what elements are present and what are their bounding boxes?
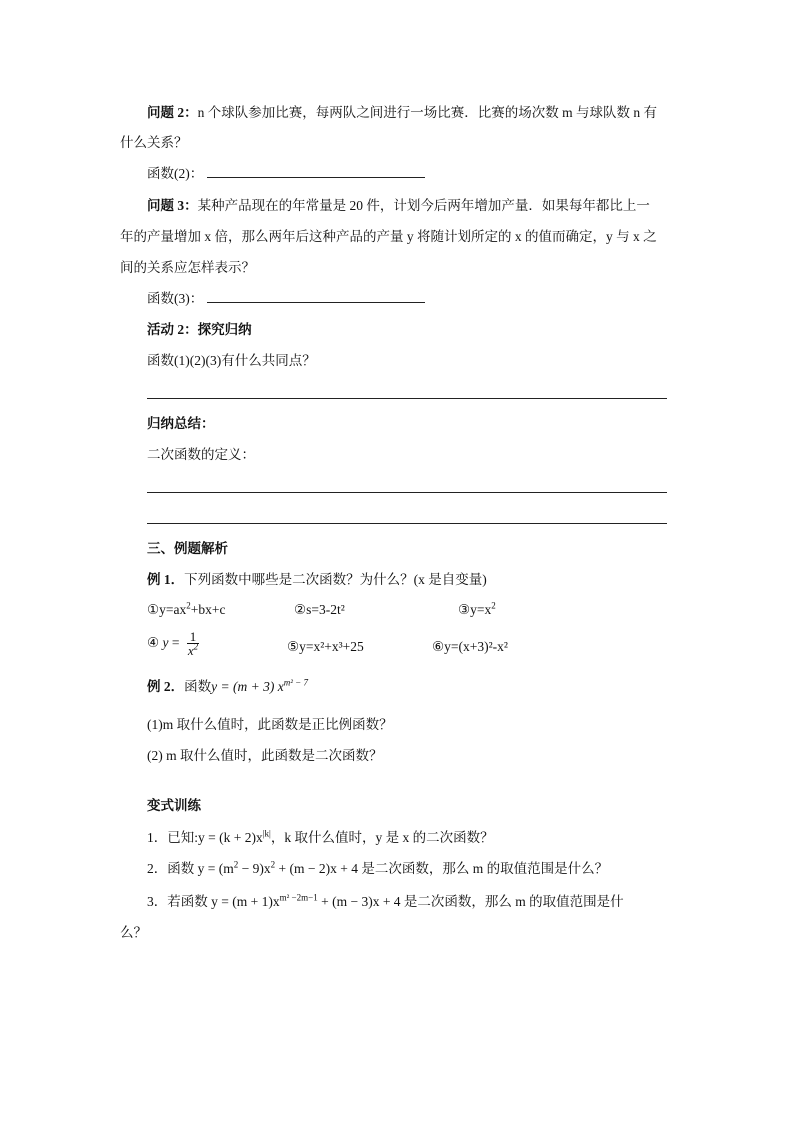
option-4-fraction xyxy=(185,630,201,657)
option-3-exponent: 2 xyxy=(491,600,496,611)
option-1-exponent: 2 xyxy=(186,600,191,611)
variant-item-1-exponent: |k| xyxy=(262,828,271,839)
answer-line-2[interactable] xyxy=(147,492,667,493)
example-1-label: 例 1． xyxy=(147,572,185,587)
variant-item-2 xyxy=(147,860,608,878)
example-1-option-5: ⑤y=x²+x³+25 xyxy=(287,639,364,654)
option-1-rest: +bx+c xyxy=(190,602,226,617)
question-3-line-1 xyxy=(147,197,650,215)
example-1-option-3 xyxy=(458,601,496,619)
example-2-label: 例 2． xyxy=(147,679,185,694)
section-3-title: 三、例题解析 xyxy=(147,541,228,556)
example-2-question-1: (1)m 取什么值时，此函数是正比例函数？ xyxy=(147,717,393,732)
activity-2-question: 函数(1)(2)(3)有什么共同点？ xyxy=(147,353,316,368)
variant-item-1-rest: ，k 取什么值时，y 是 x 的二次函数？ xyxy=(270,830,494,845)
example-2-exponent: m² − 7 xyxy=(283,677,308,688)
function-2-blank[interactable] xyxy=(207,165,425,178)
function-2-line xyxy=(147,165,425,183)
variant-item-1-text: 1．已知:y = (k + 2)x xyxy=(147,830,263,845)
example-1-text: 下列函数中哪些是二次函数？为什么？(x 是自变量) xyxy=(184,572,487,587)
variant-item-3-continued: 么？ xyxy=(120,925,147,940)
variant-item-2-exp-b: 2 xyxy=(270,859,276,870)
example-2-formula: y = (m + 3) x xyxy=(211,679,284,694)
question-2-text: n 个球队参加比赛，每两队之间进行一场比赛．比赛的场次数 m 与球队数 n 有 xyxy=(197,105,657,120)
variant-item-2-rest: + (m − 2)x + 4 是二次函数，那么 m 的取值范围是什么？ xyxy=(275,861,609,876)
function-3-label: 函数(3)： xyxy=(147,291,204,306)
answer-line-3[interactable] xyxy=(147,523,667,524)
variant-item-1 xyxy=(147,829,494,847)
option-4-marker: ④ xyxy=(147,635,160,650)
question-2-label: 问题 2： xyxy=(147,105,198,120)
example-1-option-4 xyxy=(147,628,201,658)
variant-item-3-rest: + (m − 3)x + 4 是二次函数，那么 m 的取值范围是什 xyxy=(317,894,624,909)
question-2-line-2: 什么关系？ xyxy=(120,135,188,150)
variant-item-2-text: 2．函数 y = (m xyxy=(147,861,234,876)
example-1-line xyxy=(147,571,487,589)
question-3-text: 某种产品现在的年常量是 20 件，计划今后两年增加产量．如果每年都比上一 xyxy=(197,198,650,213)
summary-title: 归纳总结： xyxy=(147,416,215,431)
variant-title: 变式训练 xyxy=(147,798,201,813)
option-1-text: ①y=ax xyxy=(147,602,187,617)
variant-item-2-mid: − 9)x xyxy=(238,861,271,876)
example-1-option-6: ⑥y=(x+3)²-x² xyxy=(432,639,508,654)
question-3-label: 问题 3： xyxy=(147,198,198,213)
function-2-label: 函数(2)： xyxy=(147,166,204,181)
example-1-option-2: ②s=3-2t² xyxy=(294,602,345,617)
example-2-question-2: (2) m 取什么值时，此函数是二次函数？ xyxy=(147,748,383,763)
variant-item-3 xyxy=(147,893,624,911)
fraction-numerator: 1 xyxy=(187,630,200,644)
example-2-text: 函数 xyxy=(184,679,212,694)
fraction-denominator: $x^2$ xyxy=(187,642,199,659)
variant-item-3-text: 3．若函数 y = (m + 1)x xyxy=(147,894,280,909)
function-3-line xyxy=(147,290,425,308)
option-4-y: y xyxy=(162,635,169,650)
variant-item-3-exponent: m² −2m−1 xyxy=(279,892,318,903)
example-2-line xyxy=(147,678,308,696)
option-3-text: ③y=x xyxy=(458,602,492,617)
question-3-line-3: 间的关系应怎样表示？ xyxy=(120,260,255,275)
option-4-equals: = xyxy=(168,635,183,650)
question-3-line-2: 年的产量增加 x 倍，那么两年后这种产品的产量 y 将随计划所定的 x 的值而确定，y 与 x 之 xyxy=(120,229,657,244)
definition-label: 二次函数的定义： xyxy=(147,447,255,462)
variant-item-2-exp-a: 2 xyxy=(233,859,239,870)
answer-line-1[interactable] xyxy=(147,398,667,399)
function-3-blank[interactable] xyxy=(207,290,425,303)
activity-2-title: 活动 2：探究归纳 xyxy=(147,322,252,337)
question-2-line-1 xyxy=(147,104,657,122)
example-1-option-1 xyxy=(147,601,225,619)
